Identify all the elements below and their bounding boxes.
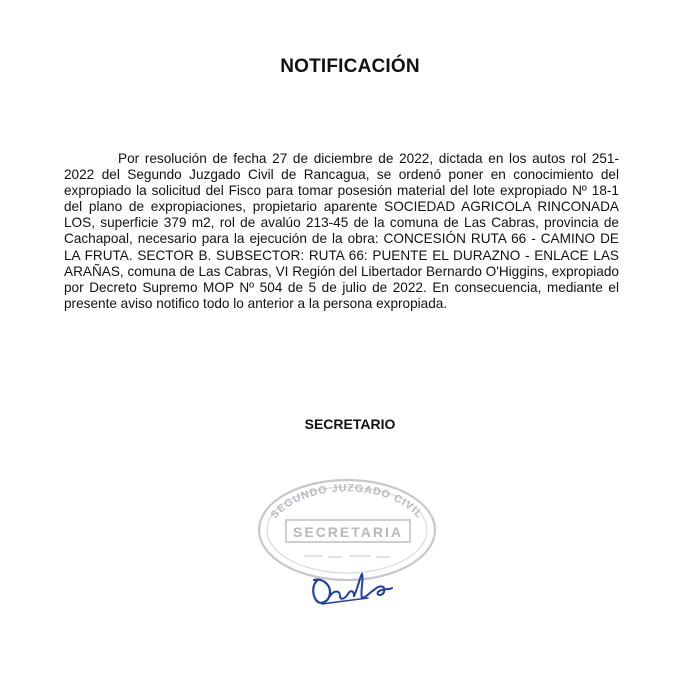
signer-title: SECRETARIO [304,416,396,432]
handwritten-signature [300,568,400,612]
svg-text:SECRETARIA: SECRETARIA [293,524,403,540]
svg-text:SEGUNDO JUZGADO CIVIL: SEGUNDO JUZGADO CIVIL [268,482,426,521]
court-stamp [252,472,442,582]
notification-body: Por resolución de fecha 27 de diciembre de 2022, dictada en los autos rol 251-2022 del Segundo Juzgado Civil de Rancagua, se ordenó poner en conocimiento del expropiado la solicitud del Fisco para tomar posesión material del lote expropiado Nº 18-1 del plano de expropiaciones, propietario aparente SOCIEDAD AGRICOLA RINCONADA LOS, superficie 379 m2, rol de avalúo 213-45 de la comuna de Las Cabras, provincia de Cachapoal, necesario para la ejecución de la obra: CONCESIÓN RUTA 66 - CAMINO DE LA FRUTA. SECTOR B. SUBSECTOR: RUTA 66: PUENTE EL DURAZNO - ENLACE LAS ARAÑAS, comuna de Las Cabras, VI Región del Libertador Bernardo O'Higgins, expropiado por Decreto Supremo MOP Nº 504 de 5 de julio de 2022. En consecuencia, mediante el presente aviso notifico todo lo anterior a la persona expropiada. [64,151,619,311]
page-title: NOTIFICACIÓN [280,56,420,77]
